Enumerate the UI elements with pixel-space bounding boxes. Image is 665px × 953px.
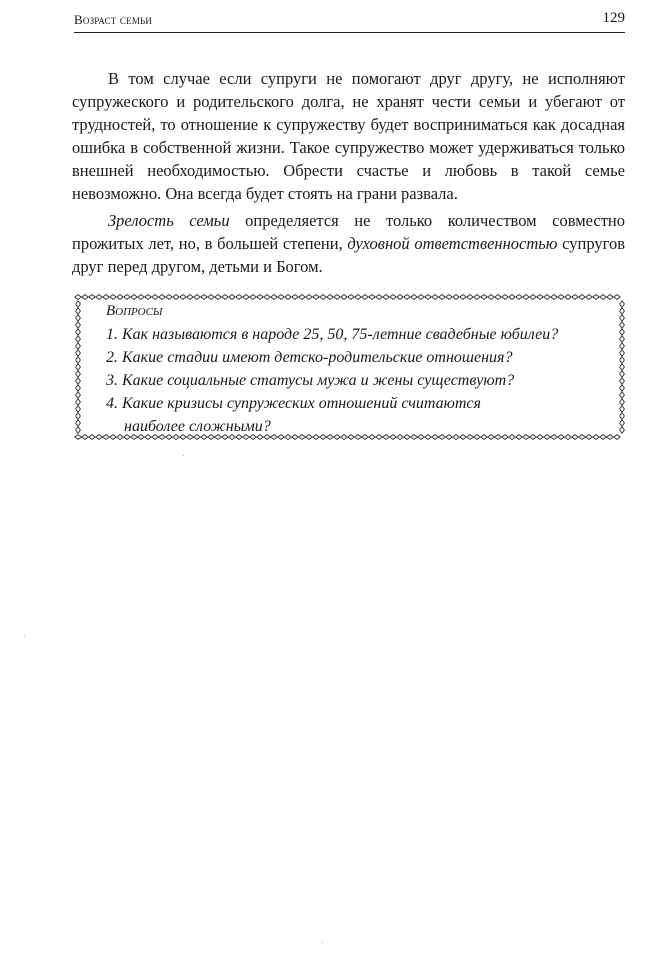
- border-diamond: [620, 378, 625, 384]
- border-diamond: [76, 343, 81, 349]
- border-diamond: [278, 295, 284, 300]
- border-diamond: [502, 295, 508, 300]
- border-diamond: [586, 295, 592, 300]
- border-diamond: [620, 329, 625, 335]
- border-diamond: [425, 295, 431, 300]
- questions-title: Вопросы: [106, 303, 163, 319]
- border-diamond: [222, 295, 228, 300]
- border-diamond: [390, 295, 396, 300]
- border-diamond: [103, 295, 109, 300]
- border-diamond: [166, 295, 172, 300]
- border-diamond: [76, 427, 81, 433]
- border-diamond: [523, 295, 529, 300]
- border-diamond: [187, 295, 193, 300]
- border-diamond: [173, 295, 179, 300]
- border-diamond: [180, 295, 186, 300]
- border-diamond: [432, 295, 438, 300]
- border-diamond: [614, 435, 620, 440]
- border-diamond: [453, 295, 459, 300]
- border-diamond: [460, 295, 466, 300]
- border-diamond: [620, 385, 625, 391]
- border-diamond: [572, 295, 578, 300]
- question-3-text: 3. Какие социальные статусы мужа и жены существуют?: [106, 372, 515, 389]
- border-diamond: [620, 322, 625, 328]
- border-diamond: [334, 295, 340, 300]
- question-2-text: 2. Какие стадии имеют детско-родительские отношения?: [106, 349, 513, 366]
- border-diamond: [208, 295, 214, 300]
- running-title: Возраст семьи: [74, 12, 153, 27]
- term-spiritual-responsibility: духовной ответственностью: [347, 234, 558, 253]
- term-family-maturity: Зрелость семьи: [108, 211, 230, 230]
- border-diamond: [299, 295, 305, 300]
- border-diamond: [76, 413, 81, 419]
- scan-speck: [24, 636, 25, 637]
- border-diamond: [551, 295, 557, 300]
- border-diamond: [236, 295, 242, 300]
- border-diamond: [96, 435, 102, 440]
- border-diamond: [243, 295, 249, 300]
- border-diamond: [201, 295, 207, 300]
- page-number: 129: [602, 10, 625, 26]
- border-diamond: [76, 336, 81, 342]
- border-diamond: [76, 392, 81, 398]
- border-diamond: [620, 427, 625, 433]
- border-diamond: [620, 406, 625, 412]
- border-diamond: [117, 295, 123, 300]
- border-diamond: [138, 295, 144, 300]
- border-diamond: [593, 295, 599, 300]
- paragraph-1: [72, 67, 625, 205]
- border-diamond: [369, 295, 375, 300]
- paragraph-2: [72, 209, 625, 278]
- border-diamond: [620, 336, 625, 342]
- border-diamond: [145, 295, 151, 300]
- border-diamond: [355, 295, 361, 300]
- question-4-continuation: наиболее сложными?: [124, 418, 271, 435]
- border-diamond: [76, 364, 81, 370]
- border-diamond: [558, 295, 564, 300]
- border-diamond: [76, 371, 81, 377]
- border-diamond: [229, 295, 235, 300]
- border-diamond: [481, 295, 487, 300]
- border-diamond: [76, 420, 81, 426]
- border-diamond: [76, 357, 81, 363]
- border-diamond: [620, 413, 625, 419]
- question-item: [106, 392, 606, 438]
- border-diamond: [194, 295, 200, 300]
- border-diamond: [257, 295, 263, 300]
- border-diamond: [285, 295, 291, 300]
- paragraph-1-text: В том случае если супруги не помогают друг другу, не исполняют супружеского и родительского долга, не хранят чести семьи и убегают от трудностей, то отношение к супружеству будет восприниматься как досадная ошибка в собственной жизни. Такое супружество может удерживаться только внешней необходимостью. Обрести счастье и любовь в такой семье невозможно. Она всегда будет стоять на грани развала.: [72, 69, 625, 203]
- paragraph-2-text-b: супругов друг перед другом, детьми и Богом.: [72, 234, 626, 276]
- border-diamond: [537, 295, 543, 300]
- border-diamond: [516, 295, 522, 300]
- border-diamond: [215, 295, 221, 300]
- border-diamond: [76, 350, 81, 356]
- border-diamond: [439, 295, 445, 300]
- border-diamond: [404, 295, 410, 300]
- page-header: [74, 10, 625, 33]
- border-diamond: [76, 315, 81, 321]
- border-diamond: [620, 308, 625, 314]
- border-diamond: [607, 435, 613, 440]
- border-diamond: [620, 343, 625, 349]
- border-diamond: [607, 295, 613, 300]
- border-diamond: [110, 295, 116, 300]
- border-diamond: [159, 295, 165, 300]
- scan-speck: [322, 942, 323, 943]
- border-diamond: [341, 295, 347, 300]
- border-diamond: [306, 295, 312, 300]
- question-item: [106, 369, 606, 392]
- paragraph-2-text-a: определяется не только количеством совместно прожитых лет, но, в большей степени,: [72, 211, 625, 253]
- border-diamond: [313, 295, 319, 300]
- border-diamond: [620, 301, 625, 307]
- border-diamond: [264, 295, 270, 300]
- border-diamond: [544, 295, 550, 300]
- border-diamond: [397, 295, 403, 300]
- border-diamond: [383, 295, 389, 300]
- border-diamond: [76, 322, 81, 328]
- border-diamond: [495, 295, 501, 300]
- border-diamond: [89, 295, 95, 300]
- border-diamond: [467, 295, 473, 300]
- border-diamond: [96, 295, 102, 300]
- border-diamond: [620, 364, 625, 370]
- border-diamond: [620, 371, 625, 377]
- border-diamond: [76, 406, 81, 412]
- border-diamond: [76, 329, 81, 335]
- border-diamond: [509, 295, 515, 300]
- border-diamond: [620, 392, 625, 398]
- question-1-text: 1. Как называются в народе 25, 50, 75-летние свадебные юбилеи?: [106, 326, 559, 343]
- border-diamond: [565, 295, 571, 300]
- border-diamond: [474, 295, 480, 300]
- border-diamond: [620, 399, 625, 405]
- border-diamond: [362, 295, 368, 300]
- border-diamond: [320, 295, 326, 300]
- border-diamond: [131, 295, 137, 300]
- border-diamond: [82, 295, 88, 300]
- border-diamond: [124, 295, 130, 300]
- border-diamond: [488, 295, 494, 300]
- border-diamond: [152, 295, 158, 300]
- border-diamond: [76, 399, 81, 405]
- questions-list: [106, 323, 606, 438]
- border-diamond: [600, 295, 606, 300]
- border-diamond: [76, 301, 81, 307]
- questions-box: [74, 293, 626, 441]
- border-diamond: [89, 435, 95, 440]
- border-diamond: [579, 295, 585, 300]
- border-diamond: [76, 385, 81, 391]
- scan-speck: [183, 455, 184, 456]
- border-diamond: [292, 295, 298, 300]
- border-diamond: [327, 295, 333, 300]
- border-diamond: [411, 295, 417, 300]
- border-diamond: [530, 295, 536, 300]
- border-diamond: [418, 295, 424, 300]
- border-diamond: [75, 295, 81, 300]
- border-diamond: [82, 435, 88, 440]
- border-diamond: [376, 295, 382, 300]
- border-diamond: [614, 295, 620, 300]
- border-diamond: [620, 420, 625, 426]
- border-diamond: [620, 350, 625, 356]
- border-diamond: [620, 357, 625, 363]
- body-text: [72, 67, 625, 282]
- border-diamond: [75, 435, 81, 440]
- question-item: [106, 346, 606, 369]
- border-diamond: [348, 295, 354, 300]
- question-4-text: 4. Какие кризисы супружеских отношений считаются: [106, 395, 481, 412]
- border-diamond: [76, 378, 81, 384]
- border-diamond: [271, 295, 277, 300]
- border-diamond: [250, 295, 256, 300]
- border-diamond: [76, 308, 81, 314]
- border-diamond: [446, 295, 452, 300]
- question-item: [106, 323, 606, 346]
- border-diamond: [620, 315, 625, 321]
